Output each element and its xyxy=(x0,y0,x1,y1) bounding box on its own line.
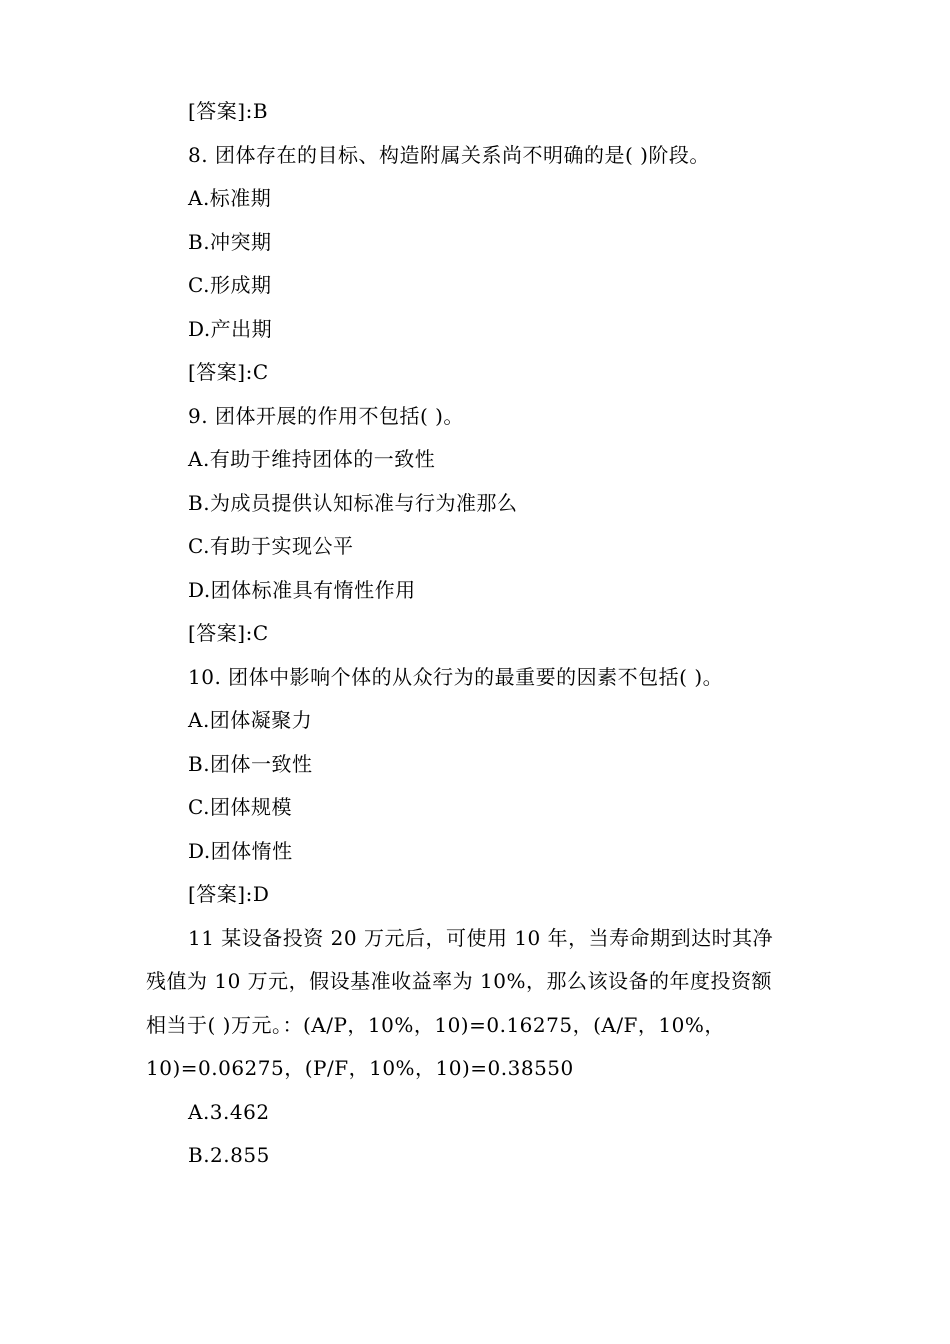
option-10c: C.团体规模 xyxy=(188,795,292,819)
option-10d: D.团体惰性 xyxy=(188,838,293,863)
option-11a: A.3.462 xyxy=(188,1099,270,1124)
option-8a: A.标准期 xyxy=(188,186,272,210)
option-8d: D.产出期 xyxy=(188,316,273,341)
option-8c: C.形成期 xyxy=(188,273,272,297)
option-10a: A.团体凝聚力 xyxy=(188,708,313,732)
option-9d: D.团体标准具有惰性作用 xyxy=(188,577,416,602)
answer-9: [答案]:C xyxy=(188,621,269,645)
document-body xyxy=(146,90,816,1178)
option-11b: B.2.855 xyxy=(188,1143,270,1167)
question-11-line-4: 10)=0.06275，(P/F，10%，10)=0.38550 xyxy=(146,1056,574,1080)
option-9a: A.有助于维持团体的一致性 xyxy=(188,447,436,471)
option-9c: C.有助于实现公平 xyxy=(188,534,354,558)
option-9b: B.为成员提供认知标准与行为准那么 xyxy=(188,490,518,515)
question-11 xyxy=(146,917,816,1091)
question-10: 10. 团体中影响个体的从众行为的最重要的因素不包括( )。 xyxy=(188,664,724,689)
question-11-line-1: 11 某设备投资 20 万元后，可使用 10 年，当寿命期到达时其净 xyxy=(188,925,774,950)
question-11-line-2: 残值为 10 万元，假设基准收益率为 10%，那么该设备的年度投资额 xyxy=(146,969,772,993)
answer-10: [答案]:D xyxy=(188,882,270,906)
option-8b: B.冲突期 xyxy=(188,229,272,254)
question-8: 8. 团体存在的目标、构造附属关系尚不明确的是( )阶段。 xyxy=(188,142,710,167)
question-11-line-3: 相当于( )万元。：(A/P，10%，10)=0.16275，(A/F，10%， xyxy=(146,1012,725,1037)
answer-7: [答案]:B xyxy=(188,99,269,123)
question-9: 9. 团体开展的作用不包括( )。 xyxy=(188,403,464,428)
option-10b: B.团体一致性 xyxy=(188,751,313,776)
answer-8: [答案]:C xyxy=(188,360,269,384)
